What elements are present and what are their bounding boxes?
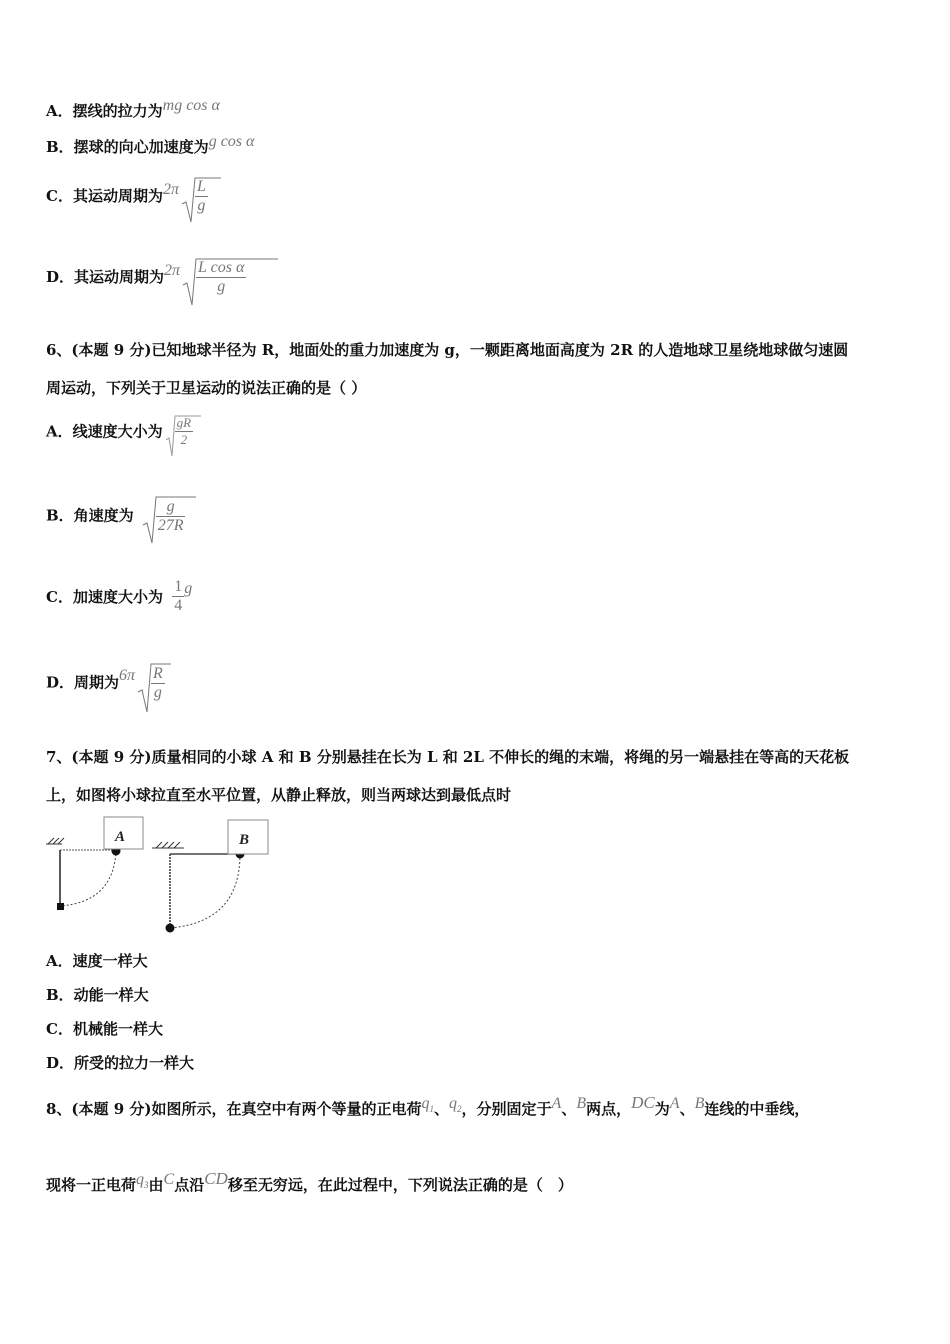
q7-option-b: B．动能一样大 [46, 986, 149, 1004]
label-a: A [115, 829, 126, 845]
stem-text: 两点， [586, 1100, 632, 1118]
math-coefficient: 2π [162, 180, 179, 198]
separator: 、 [434, 1100, 450, 1118]
math-variable: g [184, 579, 193, 597]
charge-q2 [449, 1095, 462, 1115]
line-cd: CD [204, 1169, 228, 1188]
q5-option-c [46, 176, 208, 215]
sqrt-sign [182, 257, 282, 307]
charge-q3 [136, 1171, 149, 1191]
point-b: B [694, 1095, 705, 1112]
swing-arc [170, 854, 240, 928]
ceiling-hatch [174, 842, 180, 848]
sqrt-expression [142, 495, 186, 535]
charge-symbol: q [449, 1095, 458, 1112]
sqrt-sign [137, 662, 173, 714]
q6-option-c [46, 578, 192, 615]
ceiling-hatch [168, 842, 174, 848]
fraction-numerator: L [196, 178, 206, 195]
q7-option-c: C．机械能一样大 [46, 1020, 163, 1038]
sqrt-expression [165, 414, 193, 448]
stem-text: 由 [148, 1176, 164, 1194]
point-c: C [163, 1171, 175, 1188]
option-label: C．加速度大小为 [46, 588, 163, 606]
q5-option-b [46, 133, 255, 157]
fraction-denominator: g [197, 197, 206, 214]
sqrt-expression [182, 257, 246, 296]
pendulum-figure [44, 814, 274, 936]
q8-stem-line2 [46, 1169, 573, 1196]
fraction-denominator: g [217, 278, 226, 295]
stem-text: 8、(本题 9 分)如图所示，在真空中有两个等量的正电荷 [46, 1100, 422, 1118]
charge-subscript: 1 [429, 1104, 435, 1115]
q5-option-d [46, 257, 246, 296]
math-coefficient: 6π [119, 667, 136, 684]
charge-symbol: q [421, 1095, 430, 1112]
charge-q1 [421, 1095, 435, 1115]
point-a: A [551, 1095, 562, 1112]
math-coefficient: 2π [164, 261, 181, 279]
q7-stem-line1: 7、(本题 9 分)质量相同的小球 A 和 B 分别悬挂在长为 L 和 2L 不伸长的绳的末端，将绳的另一端悬挂在等高的天花板 [46, 748, 850, 766]
stem-text: 连线的中垂线， [704, 1100, 810, 1118]
pendulum-a [46, 817, 143, 910]
option-label: B．摆球的向心加速度为 [46, 138, 209, 156]
q5-option-a [46, 97, 220, 121]
fraction-numerator: gR [176, 415, 192, 430]
q8-stem-line1 [46, 1093, 810, 1120]
fraction [172, 578, 184, 615]
ceiling-hatch [48, 838, 54, 844]
fraction-denominator: g [153, 684, 162, 701]
q7-option-d: D．所受的拉力一样大 [46, 1054, 195, 1072]
fraction-numerator: g [166, 498, 175, 515]
charge-subscript: 3 [144, 1180, 149, 1191]
point-b: B [576, 1095, 587, 1112]
charge-symbol: q [136, 1171, 145, 1188]
q6-option-b [46, 495, 185, 535]
ball-a-bottom [57, 903, 64, 910]
fraction-numerator: 1 [174, 578, 183, 595]
option-label: B．角速度为 [46, 506, 134, 525]
ceiling-hatch [53, 838, 59, 844]
point-a: A [669, 1095, 680, 1112]
swing-arc [60, 850, 116, 906]
option-label: D．其运动周期为 [46, 268, 165, 286]
label-b: B [239, 832, 250, 848]
separator: 、 [679, 1100, 695, 1118]
fraction-denominator: 2 [180, 432, 188, 447]
stem-text: 移至无穷远，在此过程中，下列说法正确的是（ ） [227, 1176, 573, 1194]
fraction-denominator: 27R [157, 517, 184, 534]
sqrt-expression [181, 176, 208, 215]
ceiling-hatch [58, 838, 64, 844]
q7-option-a: A．速度一样大 [46, 952, 148, 970]
option-label: C．其运动周期为 [46, 187, 163, 205]
q6-stem-line1: 6、(本题 9 分)已知地球半径为 R，地面处的重力加速度为 g，一颗距离地面高度为 2R 的人造地球卫星绕地球做匀速圆 [46, 341, 849, 359]
fraction-numerator: L cos α [198, 259, 245, 276]
stem-text: 现将一正电荷 [46, 1176, 137, 1194]
fraction-denominator: 4 [174, 597, 183, 614]
q6-option-d [46, 662, 165, 702]
stem-text: ，分别固定于 [461, 1100, 552, 1118]
charge-subscript: 2 [457, 1104, 462, 1115]
fraction-numerator: R [153, 665, 163, 682]
stem-text: 为 [654, 1100, 670, 1118]
stem-text: 点沿 [174, 1176, 205, 1194]
sqrt-sign [142, 495, 198, 545]
option-label: A．摆线的拉力为 [46, 102, 163, 120]
sqrt-expression [137, 662, 165, 702]
q7-stem-line2: 上，如图将小球拉直至水平位置，从静止释放，则当两球达到最低点时 [46, 786, 512, 804]
ball-b-bottom [166, 924, 175, 933]
line-dc: DC [631, 1093, 655, 1112]
math-expression: g cos α [208, 133, 255, 150]
sqrt-sign [181, 176, 221, 224]
q6-stem-line2: 周运动，下列关于卫星运动的说法正确的是（ ） [46, 379, 367, 397]
pendulum-b [152, 820, 268, 933]
option-label: D．周期为 [46, 673, 120, 692]
ceiling-hatch [156, 842, 162, 848]
ceiling-hatch [162, 842, 168, 848]
separator: 、 [561, 1100, 577, 1118]
sqrt-sign [165, 414, 205, 458]
q6-option-a [46, 414, 193, 448]
math-expression: mg cos α [162, 97, 220, 114]
option-label: A．线速度大小为 [46, 422, 163, 441]
